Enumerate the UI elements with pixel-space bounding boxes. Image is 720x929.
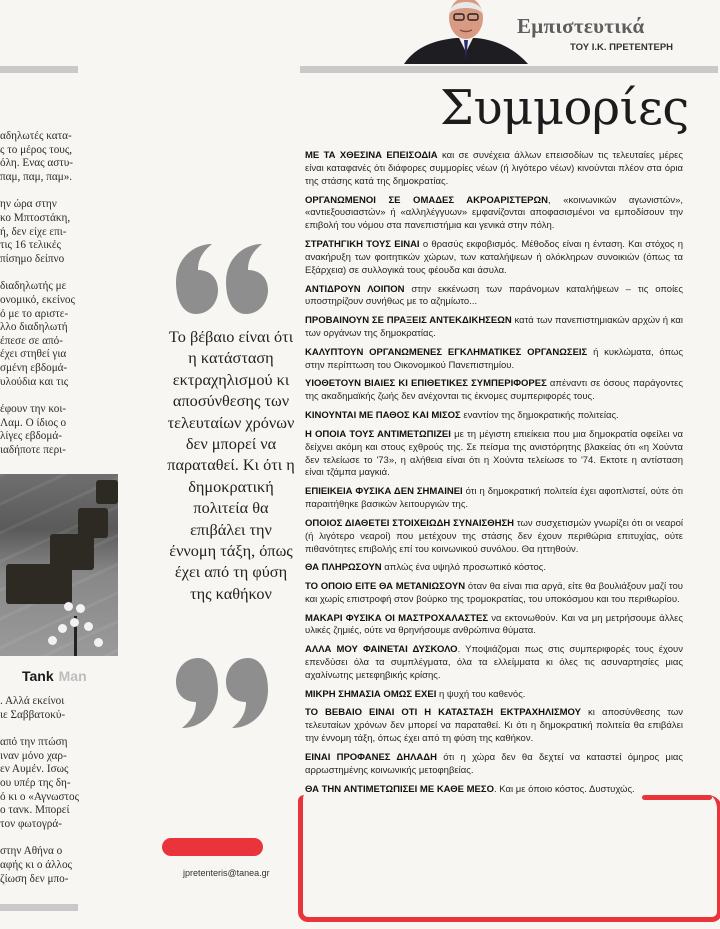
- article-paragraph: [305, 378, 683, 404]
- previous-article-line: ιναν μόνο χαρ-: [0, 749, 67, 762]
- previous-article-line: στην Αθήνα ο: [0, 845, 63, 858]
- article-paragraph: [305, 410, 683, 423]
- paragraph-lead: ΤΟ ΟΠΟΙΟ ΕΙΤΕ ΘΑ ΜΕΤΑΝΙΩΣΟΥΝ: [305, 580, 466, 592]
- article-paragraph: [305, 581, 683, 607]
- article-paragraph: [305, 518, 683, 557]
- paragraph-text: , «κοινωνικών αγωνιστών», «αντιεξουσιαστών» ή «αλληλέγγυων» εμφανίζονται αποφασισμένοι να εμποδίσουν την επιβολή του νόμου στα πανεπιστήμια και γενικά στην πόλη.: [305, 194, 683, 232]
- paragraph-text: εναντίον της δημοκρατικής πολιτείας.: [460, 409, 619, 421]
- article-body: [305, 150, 683, 802]
- previous-article-line: ή, δεν είχε επι-: [0, 225, 67, 238]
- article-paragraph: [305, 284, 683, 310]
- previous-article-line: αφής κι ο άλλος: [0, 859, 72, 871]
- previous-article-line: κο Μπτοστάκη,: [0, 212, 71, 224]
- paragraph-text: κατά των πανεπιστημιακών αρχών ή και των οργάνων της δημοκρατίας.: [305, 315, 683, 340]
- tank-man-photo: [0, 474, 118, 656]
- highlight-bracket: [298, 795, 720, 922]
- previous-article-column: [0, 0, 130, 929]
- paragraph-lead: ΠΡΟΒΑΙΝΟΥΝ ΣΕ ΠΡΑΞΕΙΣ ΑΝΤΕΚΔΙΚΗΣΕΩΝ: [305, 315, 512, 327]
- previous-article-line: παμ, παμ, παμ».: [0, 170, 73, 183]
- previous-article-line: έφουν την κοι-: [0, 403, 67, 416]
- paragraph-lead: ΣΤΡΑΤΗΓΙΚΗ ΤΟΥΣ ΕΙΝΑΙ: [305, 239, 420, 251]
- paragraph-lead: ΜΑΚΑΡΙ ΦΥΣΙΚΑ ΟΙ ΜΑΣΤΡΟΧΑΛΑΣΤΕΣ: [305, 612, 489, 624]
- article-paragraph: [305, 195, 683, 234]
- previous-article-line: ην ώρα στην: [0, 198, 57, 211]
- article-title: Συμμορίες: [440, 80, 689, 136]
- paragraph-lead: ΟΠΟΙΟΣ ΔΙΑΘΕΤΕΙ ΣΤΟΙΧΕΙΩΔΗ ΣΥΝΑΙΣΘΗΣΗ: [305, 517, 515, 529]
- article-paragraph: [305, 315, 683, 341]
- photo-caption: [22, 668, 87, 684]
- paragraph-lead: ΕΠΙΕΙΚΕΙΑ ΦΥΣΙΚΑ ΔΕΝ ΣΗΜΑΙΝΕΙ: [305, 486, 463, 498]
- highlight-bracket-top: [642, 795, 712, 800]
- previous-article-line: ό κι ο «Αγνωστος: [0, 790, 80, 803]
- paragraph-text: ο θρασύς εκφοβισμός. Μέθοδος είναι η ένταση. Και στόχος η ανακήρυξη των φοιτητικών χώρων, των καταλήψεων ή ολόκληρων συνοικιών (όπως τα Εξάρχεια) σε συλλογικά τους φέουδα και άσυλα.: [305, 239, 683, 276]
- paragraph-text: με τη μέγιστη επιείκεια που μια δημοκρατία οφείλει να δείχνει ακόμη και στους εχθρούς της. Σε πείσμα της ανιστόρητης βλακείας ότι «η Χούντα δεν τελείωσε το '73», η αλήθεια είναι ότι η Χούντα τελείωσε το '74. Εκτοτε η αντίσταση είναι τζάμπα μαγκιά.: [305, 428, 683, 479]
- previous-article-line: Λαμ. Ο ίδιος ο: [0, 416, 67, 429]
- paragraph-text: κι αποσύνθεσης των τελευταίων χρόνων δεν μπορεί να παραταθεί. Κι ότι η δημοκρατική πολιτεία θα επιβάλει την έννομη τάξη, όπως έχει από τη φύση της καθήκον.: [305, 707, 684, 745]
- byline: ΤΟΥ Ι.Κ. ΠΡΕΤΕΝΤΕΡΗ: [570, 42, 674, 53]
- paragraph-text: απέναντι σε όσους παράγοντες της ακαδημαϊκής ζωής δεν ανέχονται τις έκνομες συμπεριφορές τους.: [305, 378, 683, 403]
- previous-article-line: εν Αυμέν. Ισως: [0, 763, 69, 776]
- article-paragraph: [305, 707, 683, 746]
- previous-article-line: διαδηλωτής με: [0, 280, 67, 293]
- paragraph-lead: ΚΑΛΥΠΤΟΥΝ ΟΡΓΑΝΩΜΕΝΕΣ ΕΓΚΛΗΜΑΤΙΚΕΣ ΟΡΓΑΝΩΣΕΙΣ: [305, 346, 588, 358]
- paragraph-lead: ΥΙΟΘΕΤΟΥΝ ΒΙΑΙΕΣ ΚΙ ΕΠΙΘΕΤΙΚΕΣ ΣΥΜΠΕΡΙΦΟΡΕΣ: [305, 378, 547, 390]
- article-paragraph: [305, 644, 683, 683]
- author-email: jpretenteris@tanea.gr: [183, 868, 270, 878]
- article-paragraph: [305, 562, 683, 575]
- paragraph-lead: ΑΝΤΙΔΡΟΥΝ ΛΟΙΠΟΝ: [305, 283, 405, 295]
- paragraph-text: ή κυκλώματα, όπως στην περίπτωση του Οικονομικού Πανεπιστημίου.: [305, 346, 683, 371]
- article-paragraph: [305, 347, 683, 373]
- column-rule-bottom: [0, 904, 78, 911]
- previous-article-line: ς το μέρος τους,: [0, 143, 73, 156]
- previous-article-line: ιε Σαββατοκύ-: [0, 708, 66, 721]
- previous-article-line: όλη. Ενας αστυ-: [0, 157, 73, 170]
- previous-article-line: τις 16 τελικές: [0, 239, 61, 252]
- column-name: Εμπιστευτικά: [517, 14, 645, 38]
- paragraph-lead: ΤΟ ΒΕΒΑΙΟ ΕΙΝΑΙ ΟΤΙ Η ΚΑΤΑΣΤΑΣΗ ΕΚΤΡΑΧΗΛΙΣΜΟΥ: [305, 707, 582, 719]
- highlight-marker: [162, 838, 263, 856]
- paragraph-text: στην εκκένωση των παράνομων καταλήψεων – τις οποίες υποστηρίζουν συνήθως με το αζημίωτο...: [305, 283, 683, 308]
- previous-article-line: . Αλλά εκείνοι: [0, 695, 65, 707]
- previous-article-line: υλούδια και τις: [0, 375, 69, 388]
- paragraph-lead: Η ΟΠΟΙΑ ΤΟΥΣ ΑΝΤΙΜΕΤΩΠΙΖΕΙ: [305, 428, 451, 440]
- header-rule: [300, 66, 718, 73]
- previous-article-line: ιαδήποτε περι-: [0, 444, 66, 456]
- paragraph-text: ότι η δημοκρατική πολιτεία έχει αφοπλιστεί, ούτε ότι παραιτήθηκε βασικών λειτουργιών της.: [305, 486, 683, 511]
- previous-article-line: σμένη εβδομά-: [0, 362, 68, 374]
- pullquote: Το βέβαιο είναι ότι η κατάσταση εκτραχηλισμού κι αποσύνθεσης των τελευταίων χρόνων δεν μπορεί να παραταθεί. Κι ότι η δημοκρατική πολιτεία θα επιβάλει την έννομη τάξη, όπως έχει από τη φύση της καθήκον: [167, 327, 295, 603]
- previous-article-line: ο τανκ. Μπορεί: [0, 804, 70, 817]
- article-paragraph: [305, 239, 683, 278]
- previous-article-line: πίσημο δείπνο: [0, 252, 65, 265]
- paragraph-text: και σε συνέχεια άλλων επεισοδίων τις τελευταίες μέρες είναι καταφανές ότι διάφορες συμμορίες νέων (ή λιγότερο νέων) κινούνται πλέον στα όρια της στάσης κατά της δημοκρατίας.: [305, 150, 683, 187]
- paragraph-lead: ΕΙΝΑΙ ΠΡΟΦΑΝΕΣ ΔΗΛΑΔΗ: [305, 751, 437, 763]
- paragraph-lead: ΑΛΛΑ ΜΟΥ ΦΑΙΝΕΤΑΙ ΔΥΣΚΟΛΟ: [305, 644, 458, 656]
- paragraph-text: απλώς ένα υψηλό προσωπικό κόστος.: [381, 562, 547, 574]
- previous-article-line: από την πτώση: [0, 736, 68, 749]
- column-rule: [0, 66, 78, 73]
- previous-article-line: ό με το αριστε-: [0, 307, 69, 320]
- paragraph-text: όταν θα είναι πια αργά, είτε θα βουλιάξουν μαζί του και χωρίς επιστροφή στον βούρκο της τρομοκρατίας, του υποκόσμου και του περιθωρίου.: [305, 580, 683, 605]
- paragraph-text: η ψυχή του καθενός.: [436, 688, 526, 700]
- paragraph-text: . Και με όποιο κόστος. Δυστυχώς.: [493, 783, 635, 795]
- article-paragraph: [305, 689, 683, 702]
- previous-article-line: λλο διαδηλωτή: [0, 321, 68, 334]
- article-paragraph: [305, 429, 683, 481]
- author-portrait: [402, 0, 530, 64]
- paragraph-lead: ΘΑ ΠΛΗΡΩΣΟΥΝ: [305, 562, 382, 574]
- previous-article-line: λίγες εβδομά-: [0, 430, 62, 443]
- paragraph-text: . Υποψιάζομαι πως στις συμπεριφορές τους έχουν επενδύσει όλα τα συμπλέγματα, όλα τα ελλείμματα κι όλες τις ασυναρτησίες μιας αχαλίνωτης μετεφηβικής κρίσης.: [305, 644, 683, 681]
- caption-light: Man: [58, 668, 87, 684]
- paragraph-lead: ΜΙΚΡΗ ΣΗΜΑΣΙΑ ΟΜΩΣ ΕΧΕΙ: [305, 688, 437, 700]
- previous-article-line: αδηλωτές κατα-: [0, 130, 72, 142]
- paragraph-lead: ΚΙΝΟΥΝΤΑΙ ΜΕ ΠΑΘΟΣ ΚΑΙ ΜΙΣΟΣ: [305, 409, 461, 421]
- close-quote-icon: [172, 652, 272, 732]
- paragraph-text: ότι η χώρα δεν θα δεχτεί να καταστεί όμηρος μιας αρρωστημένης κοινωνικής μετοφηβείας.: [305, 751, 684, 776]
- article-paragraph: [305, 613, 683, 639]
- open-quote-icon: [172, 240, 272, 320]
- article-paragraph: [305, 150, 683, 189]
- paragraph-text: να εκτονωθούν. Και να μη μετρήσουμε άλλες υλικές ζημιές, ούτε να θρηνήσουμε ανθρώπινα θύματα.: [305, 612, 683, 637]
- paragraph-text: των συσχετισμών γνωρίζει ότι οι νεαροί (ή λιγότερο νεαροί) που μετέχουν της στάσης δεν έχουν περιθώρια επιτυχίας, ούτε πιθανότητες επιβολής επί του κοινωνικού συνόλου. Θα ηττηθούν.: [305, 517, 684, 555]
- previous-article-line: έχει στηθεί για: [0, 348, 67, 361]
- caption-bold: Tank: [22, 668, 54, 684]
- previous-article-line: ζίωση δεν μπο-: [0, 872, 69, 885]
- paragraph-lead: ΘΑ ΤΗΝ ΑΝΤΙΜΕΤΩΠΙΣΕΙ ΜΕ ΚΑΘΕ ΜΕΣΟ: [305, 783, 494, 795]
- previous-article-line: έπεσε σε από-: [0, 334, 63, 347]
- paragraph-lead: ΜΕ ΤΑ ΧΘΕΣΙΝΑ ΕΠΕΙΣΟΔΙΑ: [305, 150, 438, 161]
- previous-article-line: ου υπέρ της δη-: [0, 777, 71, 789]
- paragraph-lead: ΟΡΓΑΝΩΜΕΝΟΙ ΣΕ ΟΜΑΔΕΣ ΑΚΡΟΑΡΙΣΤΕΡΩΝ: [305, 194, 548, 206]
- previous-article-line: τον φωτογρά-: [0, 817, 62, 830]
- article-paragraph: [305, 752, 683, 778]
- article-paragraph: [305, 486, 683, 512]
- previous-article-line: ονομικό, εκείνος: [0, 294, 75, 306]
